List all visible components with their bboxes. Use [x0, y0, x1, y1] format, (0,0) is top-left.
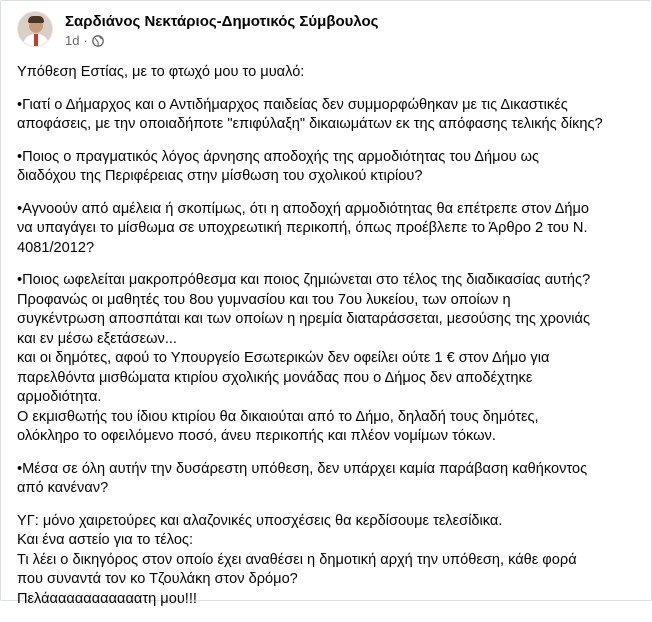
author-avatar[interactable] [17, 11, 53, 47]
post-paragraph: ΥΓ: μόνο χαιρετούρες και αλαζονικές υποσχέσεις θα κερδίσουμε τελεσίδικα. Και ένα αστείο για το τέλος: Τι λέει ο δικηγόρος στον οποίο έχει αναθέσει η δημοτική αρχή την υπόθεση, κάθε φορά που συναντά τον κο Τζουλάκη στον δρόμο? Πελάααααααααααατη μου!!! [17, 512, 577, 607]
post-timestamp[interactable]: 1d [65, 33, 80, 48]
post-paragraph: Υπόθεση Εστίας, με το φτωχό μου το μυαλό: [17, 64, 305, 80]
post-paragraph: •Μέσα σε όλη αυτήν την δυσάρεστη υπόθεση, δεν υπάρχει καμία παράβαση καθήκοντος από κανέναν? [17, 460, 588, 496]
post-paragraph: •Ποιος ο πραγματικός λόγος άρνησης αποδοχής της αρμοδιότητας του Δήμου ως διαδόχου της Περιφέρειας στην μίσθωση του σχολικού κτιρίου? [17, 148, 540, 184]
avatar-hair [28, 16, 44, 23]
post-meta [65, 33, 104, 48]
post-paragraph: •Ποιος ωφελείται μακροπρόθεσμα και ποιος ζημιώνεται στο τέλος της διαδικασίας αυτής? Προφανώς οι μαθητές του 8ου γυμνασίου και του 7ου λυκείου, των οποίων η συγκέντρωση αποσπάται και των οποίων η ηρεμία διαταράσσεται, μεσούσης της χρονιάς και εν μέσω εξετάσεων... και οι δημότες, αφού το Υπουργείο Εσωτερικών δεν οφείλει ούτε 1 € στον Δήμο για παρελθόντα μισθώματα κτιρίου σχολικής μονάδας που ο Δήμος δεν αποδέχτηκε αρμοδιότητα. Ο εκμισθωτής του ίδιου κτιρίου θα δικαιούται από το Δήμο, δηλαδή τους δημότες, ολόκληρο το οφειλόμενο ποσό, άνευ περικοπής και πλέον νομίμων τόκων. [17, 272, 591, 444]
avatar-tie [34, 34, 38, 46]
author-name[interactable]: Σαρδιάνος Νεκτάριος-Δημοτικός Σύμβουλος [65, 13, 379, 30]
post-paragraph: •Αγνοούν από αμέλεια ή σκοπίμως, ότι η αποδοχή αρμοδιότητας θα επέτρεπε στον Δήμο να υπαγάγει το μίσθωμα σε υποχρεωτική περικοπή, όπως προέβλεπε το Άρθρο 2 του Ν. 4081/2012? [17, 200, 590, 256]
meta-separator: · [83, 33, 88, 48]
post-paragraph: •Γιατί ο Δήμαρχος και ο Αντιδήμαρχος παιδείας δεν συμμορφώθηκαν με τις Δικαστικές αποφάσεις, με την οποιαδήποτε "επιφύλαξη" δικαιωμάτων εκ της απόφασης τελικής δίκης? [17, 96, 603, 132]
globe-icon[interactable] [92, 35, 104, 47]
post-body [17, 63, 642, 622]
post-header [17, 11, 635, 51]
